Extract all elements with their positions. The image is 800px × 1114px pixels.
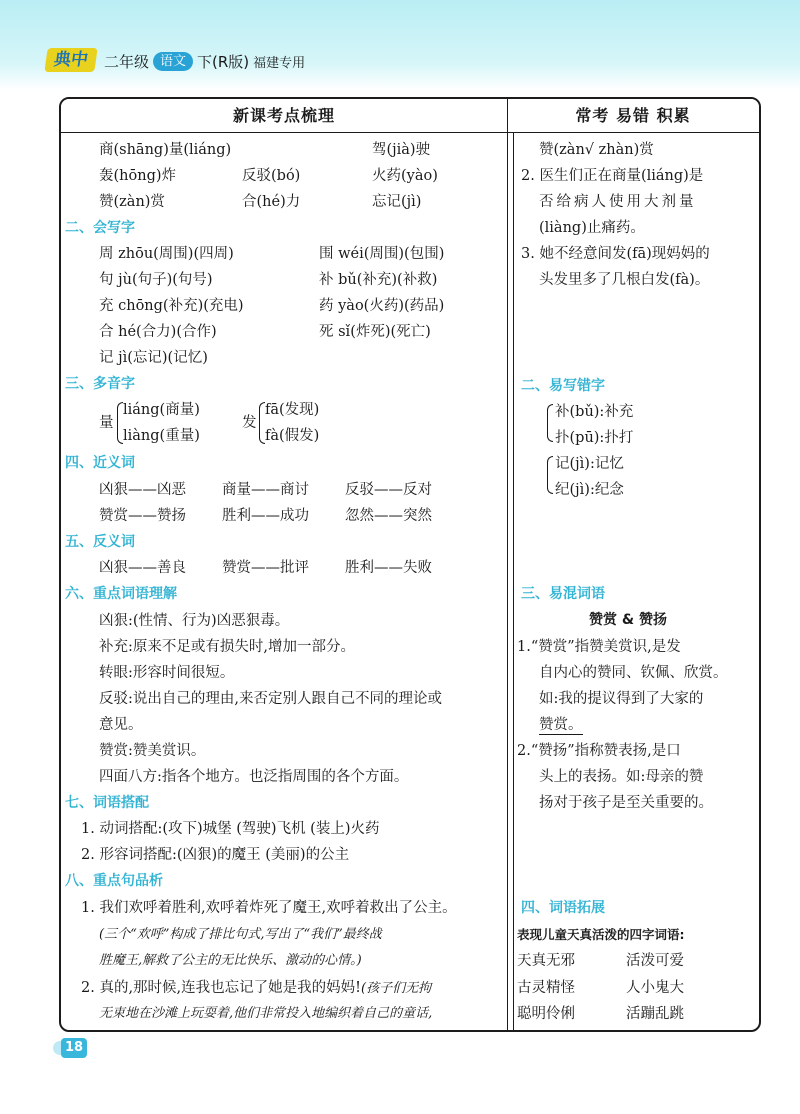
pair-line: 如:我的提议得到了大家的 <box>539 691 704 707</box>
pinyin-item: 合(hé)力 <box>242 194 301 210</box>
brand-logo: 典中 <box>44 48 97 72</box>
antonym-item: 凶狠——善良 <box>99 560 186 576</box>
write-char-item: 周 zhōu(周围)(四周) <box>99 246 234 262</box>
idiom-item: 聪明伶俐 <box>517 1006 575 1022</box>
confusable-item: 记(jì):记忆 <box>555 456 624 472</box>
explain-line: 赞赏:赞美赏识。 <box>99 743 206 759</box>
collocation-line: 1. 动词搭配:(攻下)城堡 (驾驶)飞机 (装上)火药 <box>81 821 380 837</box>
section-heading: 七、词语搭配 <box>65 795 149 811</box>
pinyin-item: 赞(zàn)赏 <box>99 194 165 210</box>
confusable-item: 扑(pū):扑打 <box>555 430 634 446</box>
synonym-item: 商量——商讨 <box>222 482 309 498</box>
synonym-item: 反驳——反对 <box>345 482 432 498</box>
pinyin-item: 商(shāng)量(liáng) <box>99 142 232 158</box>
pinyin-item: 轰(hōng)炸 <box>99 168 177 184</box>
section-heading: 六、重点词语理解 <box>65 586 177 602</box>
antonym-item: 胜利——失败 <box>345 560 432 576</box>
confusable-item: 补(bǔ):补充 <box>555 404 634 420</box>
write-char-item: 围 wéi(周围)(包围) <box>319 246 445 262</box>
pair-title: 赞赏 & 赞扬 <box>589 612 667 628</box>
duoyin-char: 发 <box>242 415 257 431</box>
idiom-item: 活蹦乱跳 <box>626 1006 684 1022</box>
section-heading: 八、重点句品析 <box>65 873 163 889</box>
sentence-line: 1. 我们欢呼着胜利,欢呼着炸死了魔王,欢呼着救出了公主。 <box>81 900 457 916</box>
sentence-note: 胜魔王,解救了公主的无比快乐、激动的心情。) <box>99 953 362 968</box>
header-band <box>0 0 800 90</box>
pinyin-item: 火药(yào) <box>372 168 438 184</box>
edition-label: 下(R版) <box>197 53 250 71</box>
write-char-item: 合 hé(合力)(合作) <box>99 324 217 340</box>
idiom-item: 活泼可爱 <box>626 953 684 969</box>
section-heading: 三、多音字 <box>65 376 135 392</box>
explain-line: 意见。 <box>99 717 143 733</box>
duoyin-reading: liàng(重量) <box>123 428 200 444</box>
explain-line: 反驳:说出自己的理由,来否定别人跟自己不同的理论或 <box>99 691 442 707</box>
antonym-item: 赞赏——批评 <box>222 560 309 576</box>
pair-line: 扬对于孩子是至关重要的。 <box>539 795 713 811</box>
write-char-item: 补 bǔ(补充)(补救) <box>319 272 438 288</box>
book-title <box>104 51 305 72</box>
duoyin-reading: fā(发现) <box>265 402 320 418</box>
section-heading: 二、会写字 <box>65 220 135 236</box>
pinyin-item: 反驳(bó) <box>242 168 301 184</box>
right-item-line: 2. 医生们正在商量(liáng)是 <box>521 168 704 184</box>
synonym-item: 凶狠——凶恶 <box>99 482 186 498</box>
right-item-line: 头发里多了几根白发(fà)。 <box>539 272 710 288</box>
right-column-title: 常考 易错 积累 <box>507 99 759 133</box>
brace-icon <box>547 456 553 494</box>
confusable-item: 纪(jì):纪念 <box>555 482 624 498</box>
sentence-note: 无束地在沙滩上玩耍着,他们非常投入地编织着自己的童话, <box>99 1006 433 1021</box>
pair-line: 自内心的赞同、钦佩、欣赏。 <box>539 665 728 681</box>
sentence-line <box>81 979 431 998</box>
explain-line: 补充:原来不足或有损失时,增加一部分。 <box>99 639 355 655</box>
duoyin-char: 量 <box>99 415 114 431</box>
sentence-text: 2. 真的,那时候,连我也忘记了她是我的妈妈! <box>81 980 361 996</box>
duoyin-reading: liáng(商量) <box>123 402 200 418</box>
idiom-item: 古灵精怪 <box>517 980 575 996</box>
section-heading: 四、近义词 <box>65 455 135 471</box>
idiom-item: 天真无邪 <box>517 953 575 969</box>
explain-line: 四面八方:指各个地方。也泛指周围的各个方面。 <box>99 769 409 785</box>
collocation-line: 2. 形容词搭配:(凶狠)的魔王 (美丽)的公主 <box>81 847 350 863</box>
write-char-item: 死 sǐ(炸死)(死亡) <box>319 324 431 340</box>
idiom-item: 人小鬼大 <box>626 980 684 996</box>
pair-line: 头上的表扬。如:母亲的赞 <box>539 769 704 785</box>
pinyin-item: 驾(jià)驶 <box>372 142 431 158</box>
content-table <box>59 97 761 1032</box>
write-char-item: 药 yào(火药)(药品) <box>319 298 445 314</box>
pair-line: 2.“赞扬”指称赞表扬,是口 <box>517 743 681 759</box>
duoyin-reading: fà(假发) <box>265 428 320 444</box>
synonym-item: 忽然——突然 <box>345 508 432 524</box>
right-item-line: 3. 她不经意间发(fā)现妈妈的 <box>521 246 710 262</box>
section-heading: 五、反义词 <box>65 534 135 550</box>
brace-icon <box>547 404 553 442</box>
write-char-item: 记 jì(忘记)(记忆) <box>99 350 208 366</box>
pinyin-item: 忘记(jì) <box>372 194 422 210</box>
right-item: 赞(zàn√ zhàn)赏 <box>539 142 654 158</box>
explain-line: 凶狠:(性情、行为)凶恶狠毒。 <box>99 613 290 629</box>
synonym-item: 赞赏——赞扬 <box>99 508 186 524</box>
section-heading: 四、词语拓展 <box>521 900 605 916</box>
section-heading: 二、易写错字 <box>521 378 605 394</box>
synonym-item: 胜利——成功 <box>222 508 309 524</box>
section-heading: 三、易混词语 <box>521 586 605 602</box>
explain-line: 转眼:形容时间很短。 <box>99 665 235 681</box>
expand-title: 表现儿童天真活泼的四字词语: <box>517 927 685 942</box>
subject-badge: 语文 <box>153 52 193 71</box>
page-number: 18 <box>61 1038 87 1058</box>
right-item-line: (liàng)止痛药。 <box>539 220 645 236</box>
sentence-note: (三个“欢呼”构成了排比句式,写出了“我们”最终战 <box>99 927 382 942</box>
pair-line: 1.“赞赏”指赞美赏识,是发 <box>517 639 681 655</box>
write-char-item: 充 chōng(补充)(充电) <box>99 298 244 314</box>
column-divider <box>507 99 508 1032</box>
region-label: 福建专用 <box>253 56 306 71</box>
left-column-title: 新课考点梳理 <box>61 99 507 133</box>
pair-line: 赞赏。 <box>539 717 583 733</box>
grade-label: 二年级 <box>104 53 150 71</box>
write-char-item: 句 jù(句子)(句号) <box>99 272 213 288</box>
right-item-line: 否给病人使用大剂量 <box>539 194 697 210</box>
column-divider-inner <box>513 133 514 1032</box>
sentence-note: (孩子们无拘 <box>361 981 432 996</box>
